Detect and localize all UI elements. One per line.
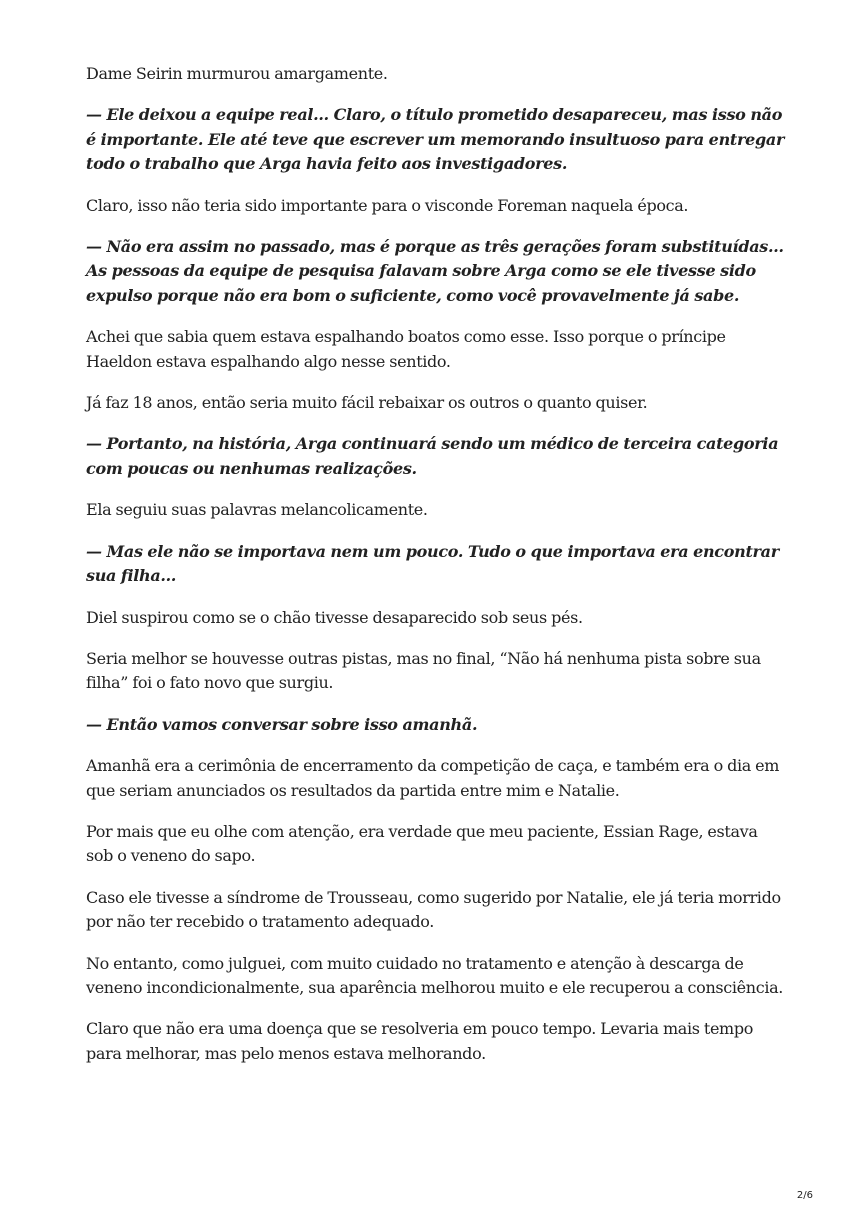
paragraph-dialogue: — Então vamos conversar sobre isso amanhã. <box>86 714 478 734</box>
paragraph-narration: Já faz 18 anos, então seria muito fácil rebaixar os outros o quanto quiser. <box>86 393 648 413</box>
paragraph-narration: Caso ele tivesse a síndrome de Trousseau, como sugerido por Natalie, ele já teria morrido por não ter recebido o tratamento adequado. <box>86 887 781 932</box>
paragraph-dialogue: — Ele deixou a equipe real… Claro, o título prometido desapareceu, mas isso não é importante. Ele até teve que escrever um memorando insultuoso para entregar todo o trabalho que Arga havia feito aos investigadores. <box>86 105 785 174</box>
document-page <box>86 62 786 1083</box>
paragraph-narration: Seria melhor se houvesse outras pistas, mas no final, “Não há nenhuma pista sobre sua filha” foi o fato novo que surgiu. <box>86 648 761 693</box>
paragraph-narration: Claro que não era uma doença que se resolveria em pouco tempo. Levaria mais tempo para melhorar, mas pelo menos estava melhorando. <box>86 1019 754 1063</box>
paragraph-narration: Claro, isso não teria sido importante para o visconde Foreman naquela época. <box>86 195 689 215</box>
page-number: 2/6 <box>796 1190 813 1201</box>
paragraph-narration: No entanto, como julguei, com muito cuidado no tratamento e atenção à descarga de veneno incondicionalmente, sua aparência melhorou muito e ele recuperou a consciência. <box>86 953 784 997</box>
paragraph-dialogue: — Portanto, na história, Arga continuará sendo um médico de terceira categoria com poucas ou nenhumas realizações. <box>86 434 779 478</box>
paragraph-dialogue: — Mas ele não se importava nem um pouco. Tudo o que importava era encontrar sua filha… <box>86 541 779 586</box>
paragraph-narration: Amanhã era a cerimônia de encerramento da competição de caça, e também era o dia em que seriam anunciados os resultados da partida entre mim e Natalie. <box>86 756 780 800</box>
paragraph-narration: Por mais que eu olhe com atenção, era verdade que meu paciente, Essian Rage, estava sob o veneno do sapo. <box>86 821 758 866</box>
paragraph-narration: Diel suspirou como se o chão tivesse desaparecido sob seus pés. <box>86 607 583 627</box>
paragraph-dialogue: — Não era assim no passado, mas é porque as três gerações foram substituídas… As pessoas da equipe de pesquisa falavam sobre Arga como se ele tivesse sido expulso porque não era bom o suficiente, como você provavelmente já sabe. <box>86 237 784 305</box>
paragraph-narration: Dame Seirin murmurou amargamente. <box>86 64 388 83</box>
paragraph-narration: Ela seguiu suas palavras melancolicamente. <box>86 500 428 520</box>
paragraph-narration: Achei que sabia quem estava espalhando boatos como esse. Isso porque o príncipe Haeldon estava espalhando algo nesse sentido. <box>86 327 726 371</box>
